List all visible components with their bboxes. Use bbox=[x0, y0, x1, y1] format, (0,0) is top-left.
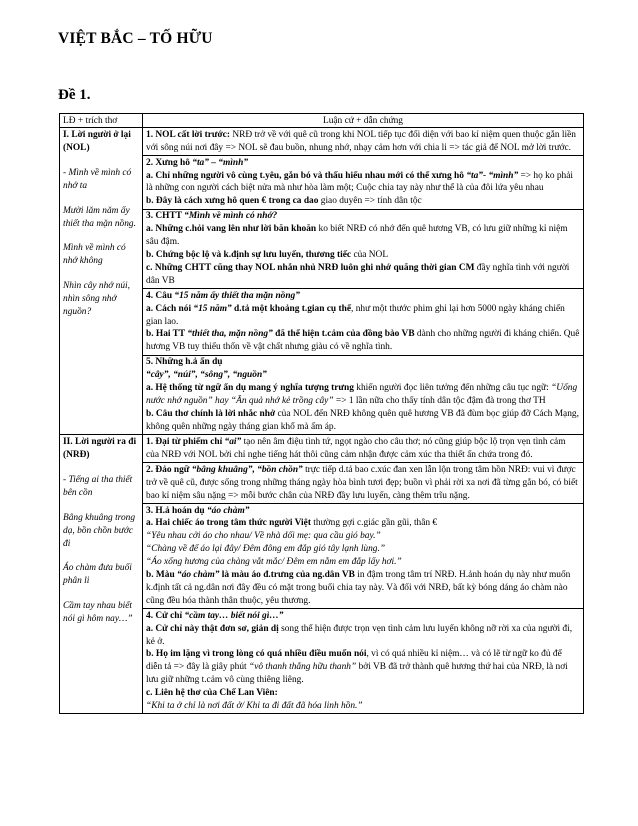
argument-line bbox=[146, 356, 580, 369]
table-header-row bbox=[60, 114, 584, 128]
text-run: b. Hai TT bbox=[146, 329, 188, 340]
text-run: , như một thước phim ghi lại hơn 5000 ngày kháng chiến gian lao. bbox=[146, 303, 565, 327]
text-run: trực tiếp d.tả bao c.xúc đan xen lẫn lộn trong tâm hồn NRĐ: vui vì được trở về quê cũ, được sống trong những tháng ngày hòa bình tươi đẹp; buồn vì phải rời xa nơi đã từng gắn bó, có biết bao kỉ niệm sâu nặng => mỗi bước chân của NRĐ đầy lưu luyến, càng thêm trĩu nặng. bbox=[146, 464, 578, 501]
argument-cell bbox=[143, 209, 584, 288]
argument-line bbox=[146, 648, 580, 687]
text-run: c. Liên hệ thơ của Chế Lan Viên: bbox=[146, 688, 278, 699]
argument-line bbox=[146, 517, 580, 530]
text-run: “15 năm” bbox=[193, 303, 232, 314]
text-run: giao duyên => tính dân tộc bbox=[318, 196, 422, 207]
text-run: thường gợi c.giác gần gũi, thân € bbox=[310, 518, 438, 529]
argument-cell bbox=[143, 355, 584, 434]
argument-line bbox=[146, 195, 580, 208]
text-run: NRĐ trở về với quê cũ trong khi NOL tiếp tục đối diện với bao kỉ niệm quen thuộc gắn liền với sông núi nơi đây => NOL sẽ đau buồn, nhung nhớ, nhạy cảm hơn với chia li => tác giả để NOL mở lời trước. bbox=[146, 129, 576, 153]
text-run: => 1 lần nữa cho thấy tính dân tộc đậm đà trong thơ TH bbox=[333, 396, 546, 407]
text-run: là màu áo đ.trưng của ng.dân VB bbox=[219, 569, 355, 580]
text-run: “vô thanh thắng hữu thanh” bbox=[249, 662, 357, 673]
argument-line bbox=[146, 610, 580, 623]
text-run: đã thể hiện t.cảm của đồng bào VB bbox=[272, 329, 415, 340]
text-run: “ai” bbox=[224, 436, 242, 447]
poem-quote: - Tiếng ai tha thiết bên cồn bbox=[63, 475, 133, 498]
text-run: 4. Câu bbox=[146, 290, 175, 301]
argument-line bbox=[146, 249, 580, 262]
argument-line bbox=[146, 170, 580, 196]
argument-line bbox=[146, 687, 580, 700]
text-run: b. Đây là cách xưng hô quen € trong ca dao bbox=[146, 196, 319, 207]
text-run: “cầm tay… biết nói gì…” bbox=[184, 610, 284, 621]
argument-line bbox=[146, 328, 580, 354]
text-run: a. Hệ thống từ ngữ ẩn dụ mang ý nghĩa tượng trưng bbox=[146, 383, 354, 394]
argument-line bbox=[146, 436, 580, 462]
text-run: “áo chàm” bbox=[206, 505, 250, 516]
text-run: đầy nghĩa tình với người dân VB bbox=[146, 262, 570, 286]
text-run: “Khi ta ở chỉ là nơi đất ở/ Khi ta đi đất đã hóa linh hồn.” bbox=[146, 700, 363, 711]
text-run: bởi VB đã trở thành quê hương thứ hai của NRĐ, là nơi lưu giữ những t.cảm vô cùng thiêng liêng. bbox=[146, 662, 568, 686]
section-title: I. Lời người ở lại (NOL) bbox=[63, 130, 131, 154]
text-run: a. Cử chỉ này thật đơn sơ, giản dị bbox=[146, 623, 279, 634]
text-run: “Uống nước nhớ nguồn” hay “Ăn quả nhớ kẻ trồng cây” bbox=[146, 383, 578, 407]
text-run: khiến người đọc liên tưởng đến những câu tục ngữ: bbox=[353, 383, 552, 394]
text-run: “Yêu nhau cởi áo cho nhau/ Về nhà dối mẹ: qua cầu gió bay.” bbox=[146, 531, 381, 542]
argument-line bbox=[146, 303, 580, 329]
argument-line bbox=[146, 157, 580, 170]
text-run: c. Những CHTT cũng thay NOL nhắn nhủ NRĐ luôn ghi nhớ quãng thời gian CM bbox=[146, 262, 475, 273]
text-run: “ta” – “mình” bbox=[192, 157, 249, 168]
argument-line bbox=[146, 382, 580, 408]
text-run: 4. Cử chỉ bbox=[146, 610, 185, 621]
header-right: Luận cứ + dẫn chứng bbox=[143, 114, 584, 128]
header-left: LĐ + trích thơ bbox=[60, 114, 143, 128]
argument-cell bbox=[143, 156, 584, 210]
text-run: 1. NOL cất lời trước: bbox=[146, 129, 230, 140]
poem-quote: Áo chàm đưa buổi phân li bbox=[63, 563, 132, 587]
text-run: b. Câu thơ chính là lời nhắc nhở bbox=[146, 408, 276, 419]
argument-line bbox=[146, 464, 580, 503]
text-run: dành cho những người đi kháng chiến. Quê hương VB tuy thiếu thốn về vật chất nhưng giàu có về nghĩa tình. bbox=[146, 329, 580, 353]
document-title: VIỆT BẮC – TỐ HỮU bbox=[58, 30, 213, 47]
text-run: d.tả một khoảng t.gian cụ thể bbox=[231, 303, 351, 314]
argument-line bbox=[146, 210, 580, 223]
text-run: a. Hai chiếc áo trong tâm thức người Việt bbox=[146, 518, 311, 529]
argument-line bbox=[146, 569, 580, 608]
argument-line bbox=[146, 129, 580, 155]
poem-quote: Cầm tay nhau biết nói gì hôm nay…” bbox=[63, 601, 133, 624]
text-run: 1. Đại từ phiếm chỉ bbox=[146, 436, 225, 447]
text-run: b. Chứng bộc lộ và k.định sự lưu luyến, thương tiếc bbox=[146, 250, 352, 261]
text-run: ko biết NRĐ có nhớ đến quê hương VB, có lưu giữ những kỉ niệm sâu đậm. bbox=[146, 224, 568, 248]
text-run: a. Cách nói bbox=[146, 303, 194, 314]
poem-quote: - Mình về mình có nhớ ta bbox=[63, 167, 132, 191]
argument-cell bbox=[143, 504, 584, 609]
poem-quote: Nhìn cây nhớ núi, nhìn sông nhớ nguồn? bbox=[63, 281, 130, 317]
text-run: “ta”- “mình” bbox=[466, 170, 519, 181]
text-run: “cây”, “núi”, “sông”, “nguồn” bbox=[146, 370, 267, 381]
argument-line bbox=[146, 290, 580, 303]
text-run: 5. Những h.ả ẩn dụ bbox=[146, 357, 223, 368]
text-run: => họ ko phải là những con người cách biệt nửa mà như hòa làm một; Cuộc chia tay này như thể là của đôi lứa yêu nhau bbox=[146, 170, 573, 194]
argument-cell bbox=[143, 128, 584, 156]
poem-quote: Mười lăm năm ấy thiết tha mặn nồng. bbox=[63, 205, 136, 229]
argument-line bbox=[146, 530, 580, 543]
argument-line bbox=[146, 408, 580, 434]
text-run: “áo chàm” bbox=[177, 569, 220, 580]
text-run: “bâng khuâng”, “bồn chồn” bbox=[191, 464, 303, 475]
argument-cell bbox=[143, 609, 584, 714]
text-run: “15 năm ấy thiết tha mặn nồng” bbox=[174, 290, 300, 301]
text-run: song thể hiện được trọn vẹn tình cảm lưu luyến không nỡ rời xa của người đi, kẻ ở. bbox=[146, 623, 573, 647]
text-run: tạo nên âm điệu tình tứ, ngọt ngào cho câu thơ; nó cũng giúp bộc lộ trọn vẹn tình cảm của NRĐ với NOL bởi chỉ nghe tiếng hát thôi cũng cảm nhận được cảm xúc tha thiết ấn chứa trong đó. bbox=[146, 436, 566, 460]
argument-cell bbox=[143, 289, 584, 356]
argument-line bbox=[146, 505, 580, 518]
section-title: II. Lời người ra đi (NRĐ) bbox=[63, 437, 137, 461]
text-run: b. Màu bbox=[146, 569, 177, 580]
exam-label: Đề 1. bbox=[58, 87, 91, 103]
lead-cell bbox=[60, 435, 143, 714]
text-run: , vì có quá nhiều kỉ niệm… và có lẽ từ ngữ ko đủ để diễn tả => đây là giây phút bbox=[146, 649, 562, 673]
text-run: 2. Đảo ngữ bbox=[146, 464, 192, 475]
text-run: “Mình về mình có nhớ? bbox=[184, 211, 278, 222]
text-run: 3. H.ả hoán dụ bbox=[146, 505, 207, 516]
poem-quote: Bâng khuâng trong dạ, bồn chồn bước đi bbox=[63, 512, 136, 549]
text-run: “Áo xống hương của chàng vắt mắc/ Đêm em nằm em đắp lấy hơi.” bbox=[146, 557, 402, 568]
table-row bbox=[60, 128, 584, 156]
argument-cell bbox=[143, 435, 584, 463]
argument-line bbox=[146, 223, 580, 249]
argument-line bbox=[146, 700, 580, 713]
text-run: 3. CHTT bbox=[146, 211, 185, 222]
text-run: của NOL bbox=[351, 250, 389, 261]
analysis-table bbox=[59, 113, 584, 714]
text-run: b. Họ im lặng vì trong lòng có quá nhiều điều muốn nói bbox=[146, 649, 367, 660]
text-run: a. Những c.hỏi vang lên như lời băn khoăn bbox=[146, 224, 317, 235]
text-run: in đậm trong tâm trí NRĐ. H.ảnh hoán dụ này như muốn k.định tất cả ng.dân nơi đây đều có mặt trong buổi chia tay này. Và đối với NRĐ, bất kỳ bóng dáng áo chàm nào cũng đều hóa thành thân thuộc, yêu thương. bbox=[146, 569, 571, 606]
argument-line bbox=[146, 623, 580, 649]
argument-cell bbox=[143, 463, 584, 504]
text-run: “thiết tha, mặn nồng” bbox=[187, 329, 273, 340]
poem-quote: Mình về mình có nhớ không bbox=[63, 243, 126, 267]
argument-line bbox=[146, 262, 580, 288]
lead-cell bbox=[60, 128, 143, 435]
text-run: a. Chỉ những người vô cùng t.yêu, gắn bó và thấu hiểu nhau mới có thể xưng hô bbox=[146, 170, 467, 181]
argument-line bbox=[146, 543, 580, 556]
text-run: “Chàng về để áo lại đây/ Đêm đông em đắp gió tây lạnh lùng.” bbox=[146, 544, 386, 555]
text-run: 2. Xưng hô bbox=[146, 157, 193, 168]
argument-line bbox=[146, 369, 580, 382]
table-row bbox=[60, 435, 584, 463]
argument-line bbox=[146, 556, 580, 569]
text-run: của NOL đến NRĐ không quên quê hương VB đã đùm bọc giúp đỡ Cách Mạng, không quên những ngày tháng gian khổ mà ấm áp. bbox=[146, 408, 579, 432]
